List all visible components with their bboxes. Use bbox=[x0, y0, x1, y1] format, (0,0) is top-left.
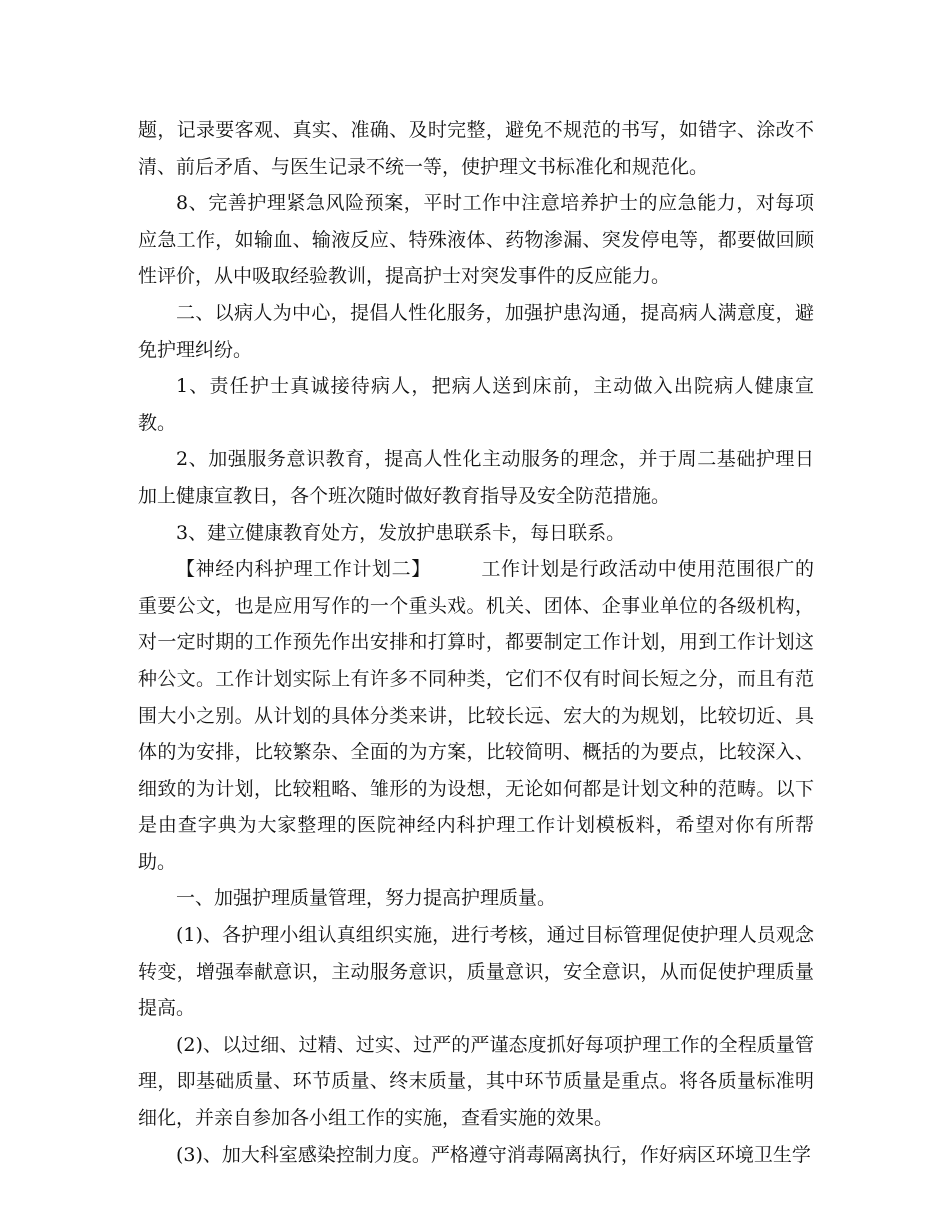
paragraph-sub-1: (1)、各护理小组认真组织实施，进行考核，通过目标管理促使护理人员观念转变，增强奉献意识，主动服务意识，质量意识，安全意识，从而促使护理质量提高。 bbox=[138, 924, 814, 1020]
paragraph-sub-2: (2)、以过细、过精、过实、过严的严谨态度抓好每项护理工作的全程质量管理，即基础质量、环节质量、终末质量，其中环节质量是重点。将各质量标准明细化，并亲自参加各小组工作的实施，查看实施的效果。 bbox=[138, 1033, 814, 1130]
paragraph-item-2: 2、加强服务意识教育，提高人性化主动服务的理念，并于周二基础护理日加上健康宣教日，各个班次随时做好教育指导及安全防范措施。 bbox=[138, 448, 814, 507]
paragraph-continuation: 题，记录要客观、真实、准确、及时完整，避免不规范的书写，如错字、涂改不清、前后矛盾、与医生记录不统一等，使护理文书标准化和规范化。 bbox=[138, 119, 814, 178]
paragraph-section-one: 一、加强护理质量管理，努力提高护理质量。 bbox=[176, 887, 557, 910]
document-body bbox=[138, 112, 814, 1173]
paragraph-item-1: 1、责任护士真诚接待病人，把病人送到床前，主动做入出院病人健康宣教。 bbox=[138, 375, 814, 434]
section-heading: 【神经内科护理工作计划二】 bbox=[176, 558, 431, 581]
paragraph-plan-two bbox=[138, 551, 814, 880]
paragraph-section-two: 二、以病人为中心，提倡人性化服务，加强护患沟通，提高病人满意度，避免护理纠纷。 bbox=[138, 301, 814, 361]
paragraph-item-8: 8、完善护理紧急风险预案，平时工作中注意培养护士的应急能力，对每项应急工作，如输血、输液反应、特殊液体、药物渗漏、突发停电等，都要做回顾性评价，从中吸取经验教训，提高护士对突发事件的反应能力。 bbox=[138, 192, 814, 288]
paragraph-item-3: 3、建立健康教育处方，发放护患联系卡，每日联系。 bbox=[176, 521, 626, 544]
paragraph-sub-3: (3)、加大科室感染控制力度。严格遵守消毒隔离执行，作好病区环境卫生学 bbox=[176, 1143, 811, 1166]
section-intro: 工作计划是行政活动中使用范围很广的重要公文，也是应用写作的一个重头戏。机关、团体、企事业单位的各级机构，对一定时期的工作预先作出安排和打算时，都要制定工作计划，用到工作计划这种公文。工作计划实际上有许多不同种类，它们不仅有时间长短之分，而且有范围大小之别。从计划的具体分类来讲，比较长远、宏大的为规划，比较切近、具体的为安排，比较繁杂、全面的为方案，比较简明、概括的为要点，比较深入、细致的为计划，比较粗略、雏形的为设想，无论如何都是计划文种的范畴。以下是由查字典为大家整理的医院神经内科护理工作计划模板料，希望对你有所帮助。 bbox=[138, 558, 814, 873]
